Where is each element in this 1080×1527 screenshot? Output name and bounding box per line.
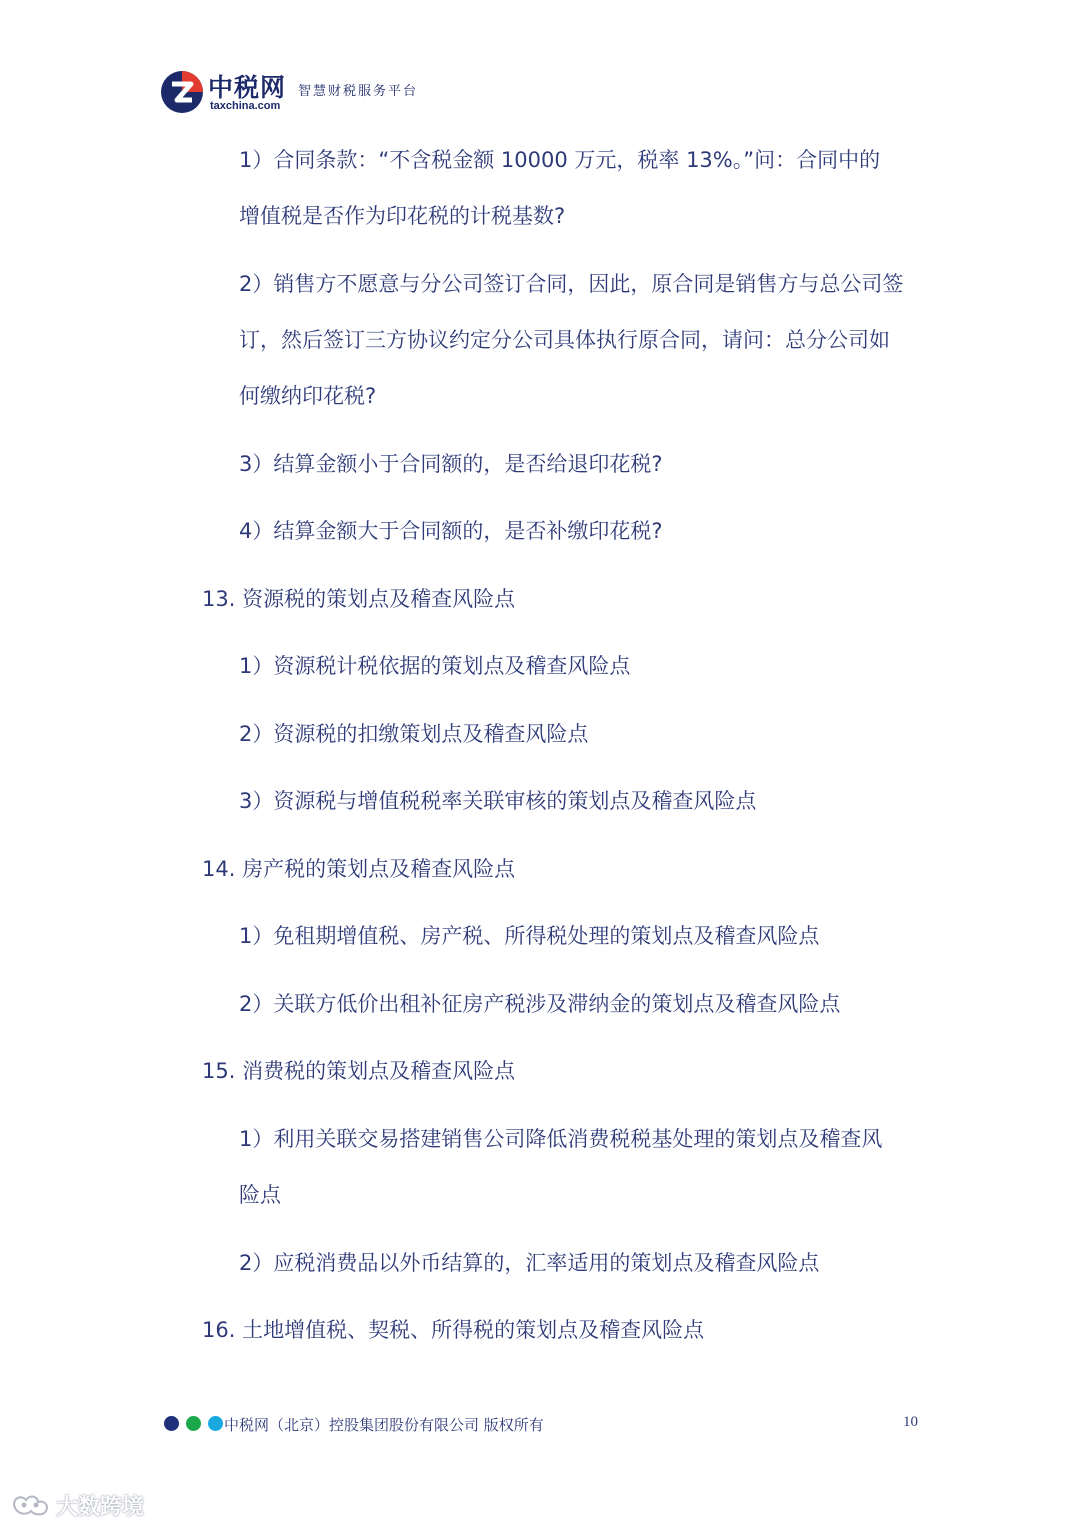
watermark-logo-icon	[10, 1492, 52, 1518]
footer-copyright: 中税网（北京）控股集团股份有限公司 版权所有	[224, 1416, 544, 1434]
text-line: 1）合同条款：“不含税金额 10000 万元，税率 13%。”问：合同中的	[239, 148, 881, 172]
text-line: 2）资源税的扣缴策划点及稽查风险点	[239, 722, 589, 746]
text-line: 1）免租期增值税、房产税、所得税处理的策划点及稽查风险点	[239, 924, 820, 948]
section-heading: 16. 土地增值税、契税、所得税的策划点及稽查风险点	[202, 1318, 705, 1342]
text-line: 增值税是否作为印花税的计税基数?	[239, 204, 566, 228]
text-line: 1）资源税计税依据的策划点及稽查风险点	[239, 654, 631, 678]
section-heading: 14. 房产税的策划点及稽查风险点	[202, 857, 516, 881]
footer-dot-icon	[208, 1416, 223, 1431]
text-line: 4）结算金额大于合同额的，是否补缴印花税?	[239, 519, 663, 543]
logo-text-en: taxchina.com	[210, 100, 281, 112]
text-line: 1）利用关联交易搭建销售公司降低消费税税基处理的策划点及稽查风	[239, 1127, 883, 1151]
text-line: 险点	[239, 1183, 281, 1207]
text-line: 2）销售方不愿意与分公司签订合同，因此，原合同是销售方与总公司签	[239, 272, 904, 296]
page-footer	[164, 1412, 920, 1440]
watermark-text: 大数跨境	[56, 1495, 145, 1520]
text-line: 2）应税消费品以外币结算的，汇率适用的策划点及稽查风险点	[239, 1251, 820, 1275]
text-line: 何缴纳印花税?	[239, 384, 377, 408]
text-line: 3）结算金额小于合同额的，是否给退印花税?	[239, 452, 663, 476]
text-line: 3）资源税与增值税税率关联审核的策划点及稽查风险点	[239, 789, 757, 813]
text-line: 订，然后签订三方协议约定分公司具体执行原合同，请问：总分公司如	[239, 328, 890, 352]
footer-dot-icon	[186, 1416, 201, 1431]
section-heading: 15. 消费税的策划点及稽查风险点	[202, 1059, 516, 1083]
section-heading: 13. 资源税的策划点及稽查风险点	[202, 587, 516, 611]
logo-text-cn: 中税网	[208, 73, 287, 102]
header-slogan: 智慧财税服务平台	[298, 84, 419, 99]
taxchina-logo-icon	[160, 70, 204, 114]
footer-dot-icon	[164, 1416, 179, 1431]
page-number: 10	[903, 1414, 918, 1430]
text-line: 2）关联方低价出租补征房产税涉及滞纳金的策划点及稽查风险点	[239, 992, 841, 1016]
